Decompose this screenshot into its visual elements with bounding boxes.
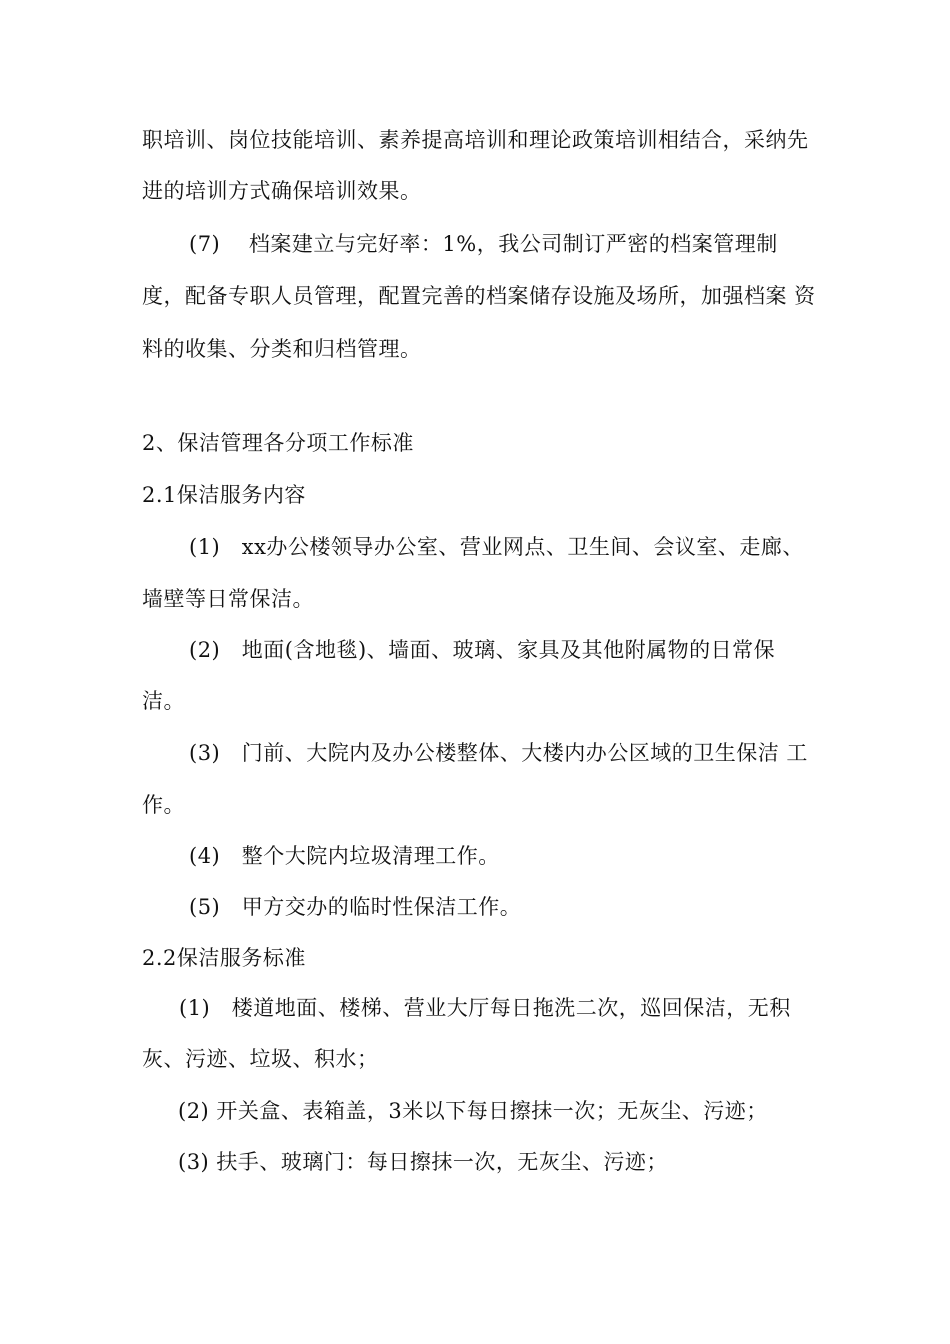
content-item-3-line-2: 作。 — [142, 793, 185, 817]
content-item-2-line-1: (2) 地面(含地毯)、墙面、玻璃、家具及其他附属物的日常保 — [189, 638, 776, 662]
item-7-archive-line-3: 料的收集、分类和归档管理。 — [142, 337, 422, 361]
content-item-3-line-1: (3) 门前、大院内及办公楼整体、大楼内办公区域的卫生保洁 工 — [189, 741, 808, 765]
content-item-2-line-2: 洁。 — [142, 689, 185, 713]
standard-item-1-line-2: 灰、污迹、垃圾、积水； — [142, 1047, 379, 1071]
item-7-archive-line-2: 度，配备专职人员管理，配置完善的档案储存设施及场所，加强档案 资 — [142, 284, 816, 308]
content-item-4: (4) 整个大院内垃圾清理工作。 — [189, 844, 500, 868]
paragraph-training-line-2: 进的培训方式确保培训效果。 — [142, 179, 422, 203]
standard-item-2: (2) 开关盒、表箱盖，3米以下每日擦抹一次；无灰尘、污迹； — [178, 1099, 768, 1123]
section-heading-2: 2、保洁管理各分项工作标准 — [142, 431, 414, 455]
content-item-1-line-2: 墙壁等日常保洁。 — [142, 587, 314, 611]
standard-item-3: (3) 扶手、玻璃门：每日擦抹一次，无灰尘、污迹； — [178, 1150, 668, 1174]
content-item-1-line-1: (1) xx办公楼领导办公室、营业网点、卫生间、会议室、走廊、 — [189, 535, 804, 559]
item-7-archive-line-1: (7) 档案建立与完好率：1%，我公司制订严密的档案管理制 — [189, 232, 778, 256]
content-item-5: (5) 甲方交办的临时性保洁工作。 — [189, 895, 522, 919]
paragraph-training-line-1: 职培训、岗位技能培训、素养提高培训和理论政策培训相结合，采纳先 — [142, 128, 809, 152]
standard-item-1-line-1: (1) 楼道地面、楼梯、营业大厅每日拖洗二次，巡回保洁，无积 — [179, 996, 791, 1020]
subsection-heading-2-1: 2.1保洁服务内容 — [142, 483, 306, 507]
subsection-heading-2-2: 2.2保洁服务标准 — [142, 946, 306, 970]
